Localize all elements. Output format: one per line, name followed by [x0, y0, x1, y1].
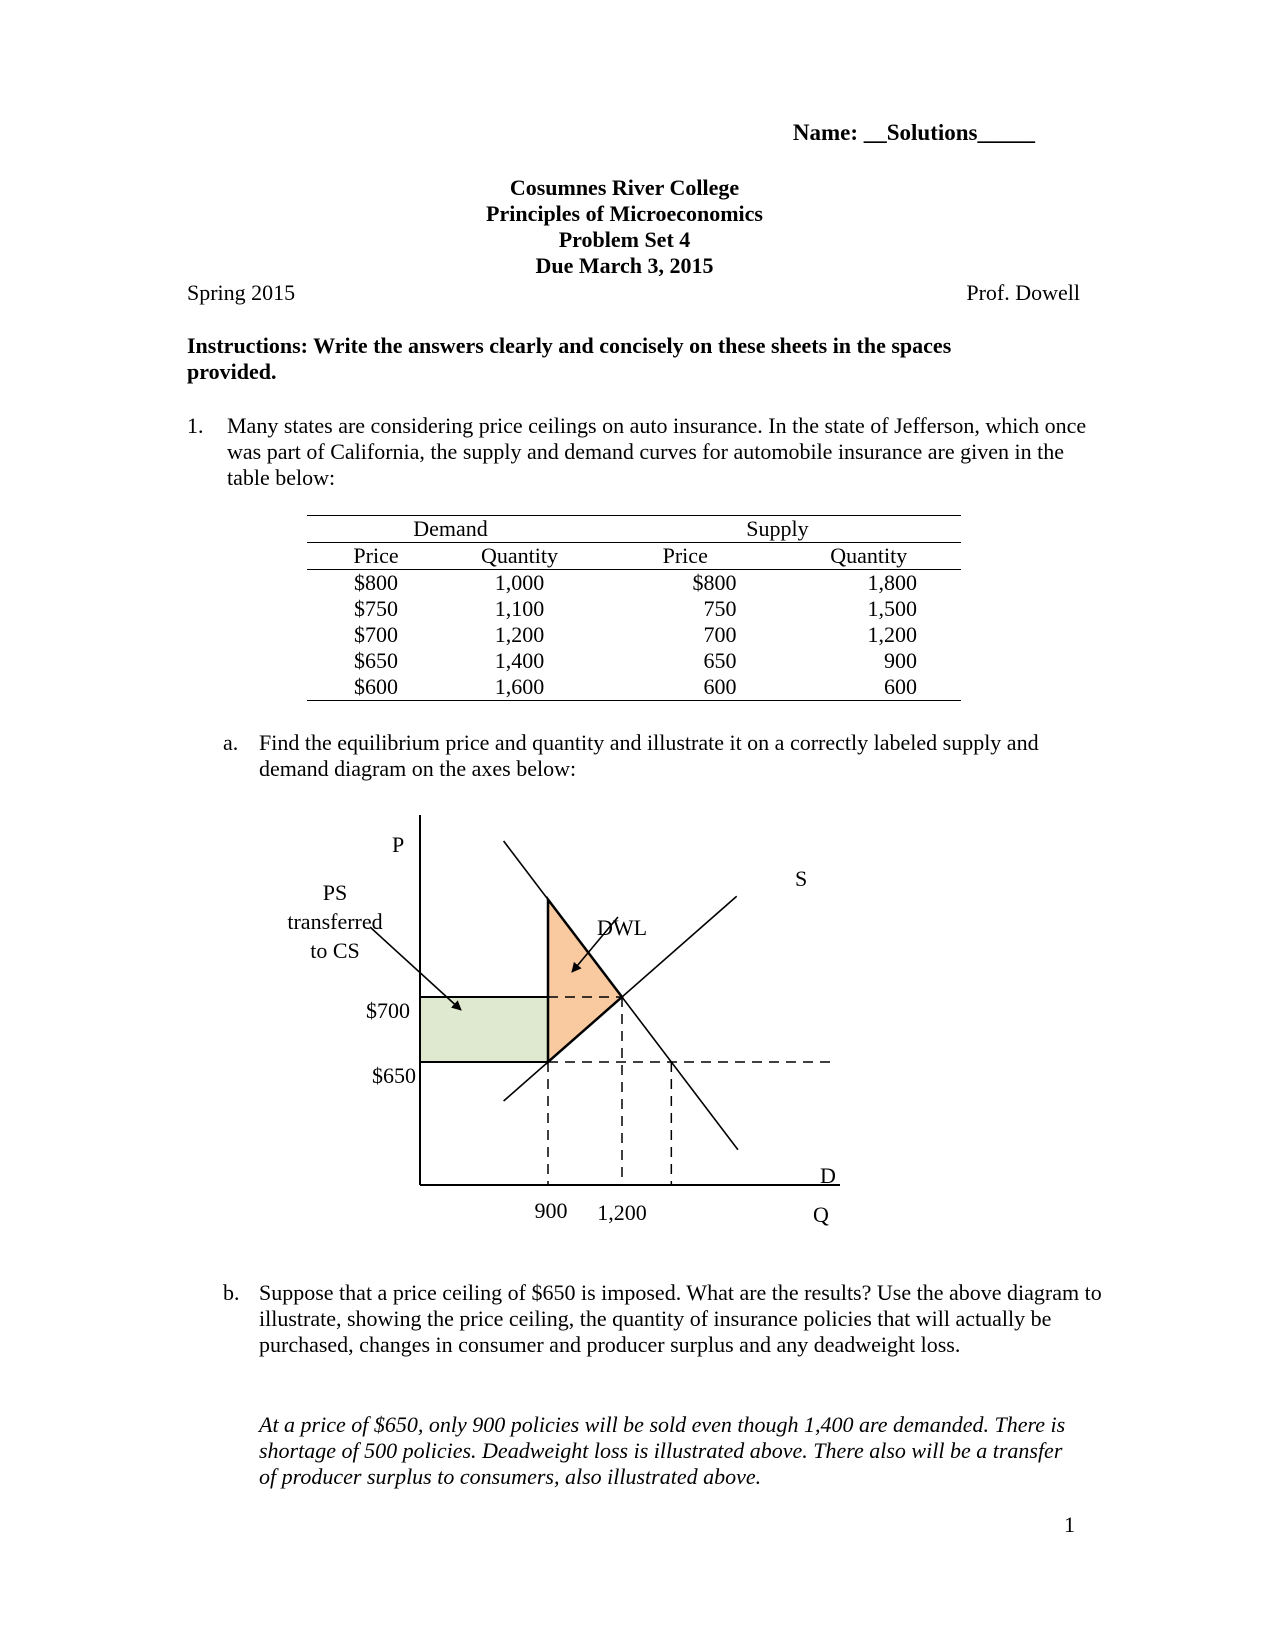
- table-cell: 1,200: [867, 622, 917, 647]
- professor: Prof. Dowell: [966, 280, 1080, 305]
- table-cell: 900: [884, 648, 917, 673]
- question-text: Many states are considering price ceilings on auto insurance. In the state of Jefferson, which once was part of California, the supply and demand curves for automobile insurance are given in the table below:: [227, 413, 1087, 490]
- college-name: Cosumnes River College: [509, 175, 740, 200]
- price-700-tick-label: $700: [366, 998, 410, 1023]
- instructions: Instructions: Write the answers clearly and concisely on these sheets in the spaces provided.: [187, 333, 952, 384]
- problem-set-title: Problem Set 4: [558, 227, 691, 252]
- table-cell: 1,100: [494, 596, 545, 621]
- demand-header: Demand: [307, 516, 594, 543]
- table-cell: $650: [353, 648, 398, 673]
- part-b-text: Suppose that a price ceiling of $650 is imposed. What are the results? Use the above diagram to illustrate, showing the price ceiling, the quantity of insurance policies that will actually be purchased, changes in consumer and producer surplus and any deadweight loss.: [259, 1280, 1102, 1357]
- table-cell: 600: [777, 674, 961, 701]
- price-650-tick-label: $650: [372, 1063, 416, 1088]
- qty-1200-tick-label: 1,200: [597, 1200, 647, 1225]
- demand-curve: [504, 841, 738, 1150]
- name-line: Name: __Solutions_____: [792, 120, 1035, 145]
- table-cell: 1,400: [494, 648, 545, 673]
- ps-transfer-label-line2: transferred: [287, 909, 383, 934]
- part-a-text: Find the equilibrium price and quantity and illustrate it on a correctly labeled supply and demand diagram on the axes below:: [259, 730, 1039, 781]
- table-cell: 1,500: [867, 596, 917, 621]
- question-number: 1.: [187, 413, 204, 438]
- table-cell: $750: [353, 596, 398, 621]
- table-cell: 1,000: [494, 570, 545, 595]
- p-axis-label: P: [392, 832, 405, 857]
- table-cell: $800: [353, 570, 398, 595]
- column-header: Price: [594, 543, 777, 570]
- table-cell: 1,200: [494, 622, 545, 647]
- column-header: Quantity: [445, 543, 594, 570]
- table-cell: 750: [703, 596, 737, 621]
- part-b-answer: At a price of $650, only 900 policies will be sold even though 1,400 are demanded. There is shortage of 500 policies. Deadweight loss is illustrated above. There also will be a transfer of producer surplus to consumers, also illustrated above.: [259, 1412, 1066, 1489]
- part-a-label: a.: [223, 730, 239, 755]
- term: Spring 2015: [187, 280, 296, 305]
- ps-transfer-area: [420, 997, 548, 1062]
- supply-header: Supply: [594, 516, 961, 543]
- q-axis-label: Q: [813, 1202, 829, 1227]
- table-cell: 1,600: [445, 674, 594, 701]
- column-header: Price: [307, 543, 445, 570]
- dwl-label: DWL: [597, 915, 648, 940]
- table-cell: $700: [353, 622, 398, 647]
- column-header: Quantity: [777, 543, 961, 570]
- table-cell: 600: [594, 674, 777, 701]
- ps-transfer-label-line3: to CS: [310, 938, 360, 963]
- page-number: 1: [1064, 1512, 1075, 1537]
- qty-900-tick-label: 900: [534, 1198, 568, 1223]
- table-cell: $600: [307, 674, 445, 701]
- table-cell: 650: [703, 648, 737, 673]
- table-cell: $800: [692, 570, 737, 595]
- ps-transfer-label-line1: PS: [322, 880, 348, 905]
- supply-curve-label: S: [795, 866, 808, 891]
- due-date: Due March 3, 2015: [535, 253, 714, 278]
- course-name: Principles of Microeconomics: [486, 201, 763, 226]
- demand-curve-label: D: [820, 1163, 836, 1188]
- table-cell: 700: [703, 622, 737, 647]
- table-cell: 1,800: [867, 570, 917, 595]
- part-b-label: b.: [223, 1280, 240, 1305]
